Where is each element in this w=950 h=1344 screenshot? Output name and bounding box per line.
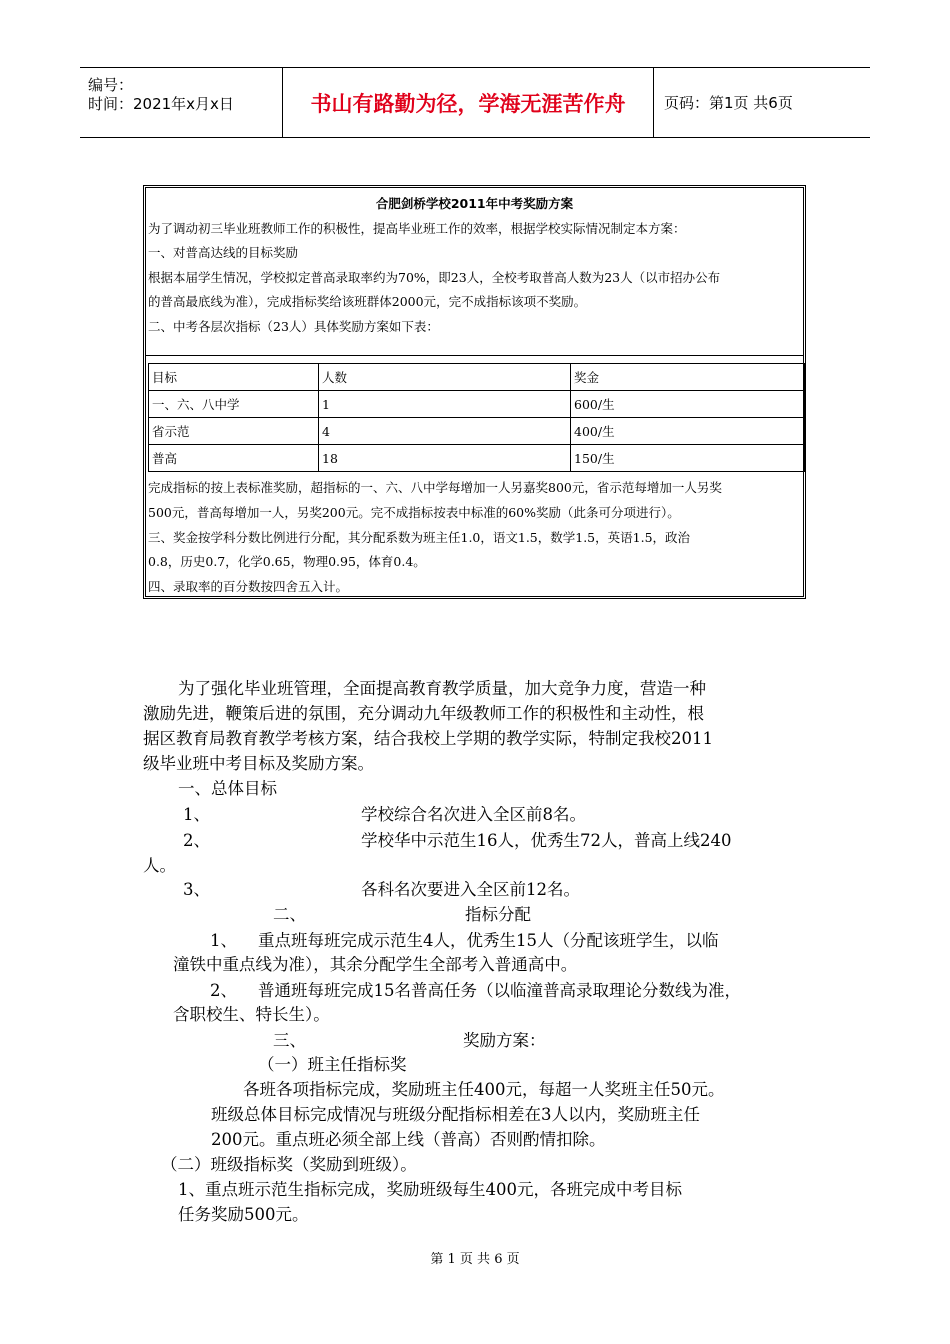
header-meta	[80, 68, 283, 137]
item-text: 普通班每班完成15名普高任务（以临潼普高录取理论分数线为准，	[258, 981, 741, 1000]
plan-line: 为了调动初三毕业班教师工作的积极性，提高毕业班工作的效率，根据学校实际情况制定本方案：	[148, 221, 686, 236]
table-header: 人数	[319, 364, 571, 391]
plan-line: 完成指标的按上表标准奖励，超指标的一、六、八中学每增加一人另嘉奖800元，省示范每增加一人另奖	[148, 480, 722, 495]
header-page-label: 页码：第1页 共6页	[664, 94, 793, 112]
header-motto: 书山有路勤为径，学海无涯苦作舟	[283, 68, 654, 137]
paragraph-line: 为了强化毕业班管理，全面提高教育教学质量，加大竞争力度，营造一种	[178, 679, 706, 698]
paragraph-line: 各班各项指标完成，奖励班主任400元，每超一人奖班主任50元。	[243, 1080, 725, 1099]
plan-line: 四、录取率的百分数按四舍五入计。	[148, 579, 349, 594]
item-number: 1、	[210, 931, 237, 950]
paragraph-line: 200元。重点班必须全部上线（普高）否则酌情扣除。	[211, 1130, 606, 1149]
table-cell: 普高	[149, 445, 319, 472]
reward-plan-box	[143, 185, 806, 599]
paragraph-line: 1、重点班示范生指标完成，奖励班级每生400元，各班完成中考目标	[178, 1180, 682, 1199]
subsection-heading: （二）班级指标奖（奖励到班级）。	[161, 1155, 417, 1174]
goal-text: 人。	[143, 856, 176, 875]
table-cell: 400/生	[571, 418, 805, 445]
plan-line: 二、中考各层次指标（23人）具体奖励方案如下表：	[148, 319, 439, 334]
item-number: 2、	[210, 981, 237, 1000]
table-cell: 150/生	[571, 445, 805, 472]
table-row	[149, 391, 805, 418]
section-number: 三、	[273, 1031, 306, 1050]
plan-line: 0.8，历史0.7，化学0.65，物理0.95，体育0.4。	[148, 554, 426, 569]
plan-line: 一、对普高达线的目标奖励	[148, 245, 299, 260]
item-text: 潼铁中重点线为准），其余分配学生全部考入普通高中。	[173, 955, 578, 974]
item-text: 重点班每班完成示范生4人，优秀生15人（分配该班学生，以临	[258, 931, 719, 950]
table-header: 奖金	[571, 364, 805, 391]
number-label: 编号：	[88, 76, 134, 94]
section-heading: 指标分配	[465, 905, 531, 924]
table-header: 目标	[149, 364, 319, 391]
table-cell: 省示范	[149, 418, 319, 445]
plan-title: 合肥剑桥学校2011年中考奖励方案	[375, 196, 574, 211]
table-row	[149, 418, 805, 445]
time-label: 时间：2021年x月x日	[88, 95, 234, 113]
plan-line: 的普高最底线为准），完成指标奖给该班群体2000元，完不成指标该项不奖励。	[148, 294, 587, 309]
table-cell: 4	[319, 418, 571, 445]
goal-text: 各科名次要进入全区前12名。	[361, 880, 580, 899]
section-heading: 奖励方案：	[463, 1031, 546, 1050]
plan-line: 根据本届学生情况，学校拟定普高录取率约为70%，即23人，全校考取普高人数为23人（以市招办公布	[148, 270, 721, 285]
plan-line: 三、奖金按学科分数比例进行分配，其分配系数为班主任1.0，语文1.5，数学1.5，英语1.5，政治	[148, 530, 691, 545]
goal-text: 学校华中示范生16人，优秀生72人，普高上线240	[361, 831, 732, 850]
item-text: 含职校生、特长生）。	[173, 1005, 330, 1024]
section-number: 二、	[273, 905, 306, 924]
paragraph-line: 班级总体目标完成情况与班级分配指标相差在3人以内，奖励班主任	[211, 1105, 700, 1124]
goal-number: 3、	[183, 880, 210, 899]
table-cell: 一、六、八中学	[149, 391, 319, 418]
plan-line: 500元，普高每增加一人，另奖200元。完不成指标按表中标准的60%奖励（此条可分项进行）。	[148, 505, 680, 520]
goal-number: 1、	[183, 805, 210, 824]
goal-text: 学校综合名次进入全区前8名。	[361, 805, 586, 824]
section-heading: 一、总体目标	[178, 779, 277, 798]
table-cell: 1	[319, 391, 571, 418]
table-cell: 600/生	[571, 391, 805, 418]
reward-table	[148, 363, 805, 472]
table-cell: 18	[319, 445, 571, 472]
page-footer: 第 1 页 共 6 页	[430, 1252, 520, 1267]
paragraph-line: 据区教育局教育教学考核方案，结合我校上学期的教学实际，特制定我校2011	[143, 729, 713, 748]
goal-number: 2、	[183, 831, 210, 850]
divider	[146, 355, 803, 356]
table-header-row	[149, 364, 805, 391]
table-row	[149, 445, 805, 472]
paragraph-line: 任务奖励500元。	[178, 1205, 309, 1224]
subsection-heading: （一）班主任指标奖	[258, 1055, 407, 1074]
paragraph-line: 级毕业班中考目标及奖励方案。	[143, 754, 374, 773]
paragraph-line: 激励先进，鞭策后进的氛围，充分调动九年级教师工作的积极性和主动性，根	[143, 704, 704, 723]
document-header	[80, 67, 870, 138]
